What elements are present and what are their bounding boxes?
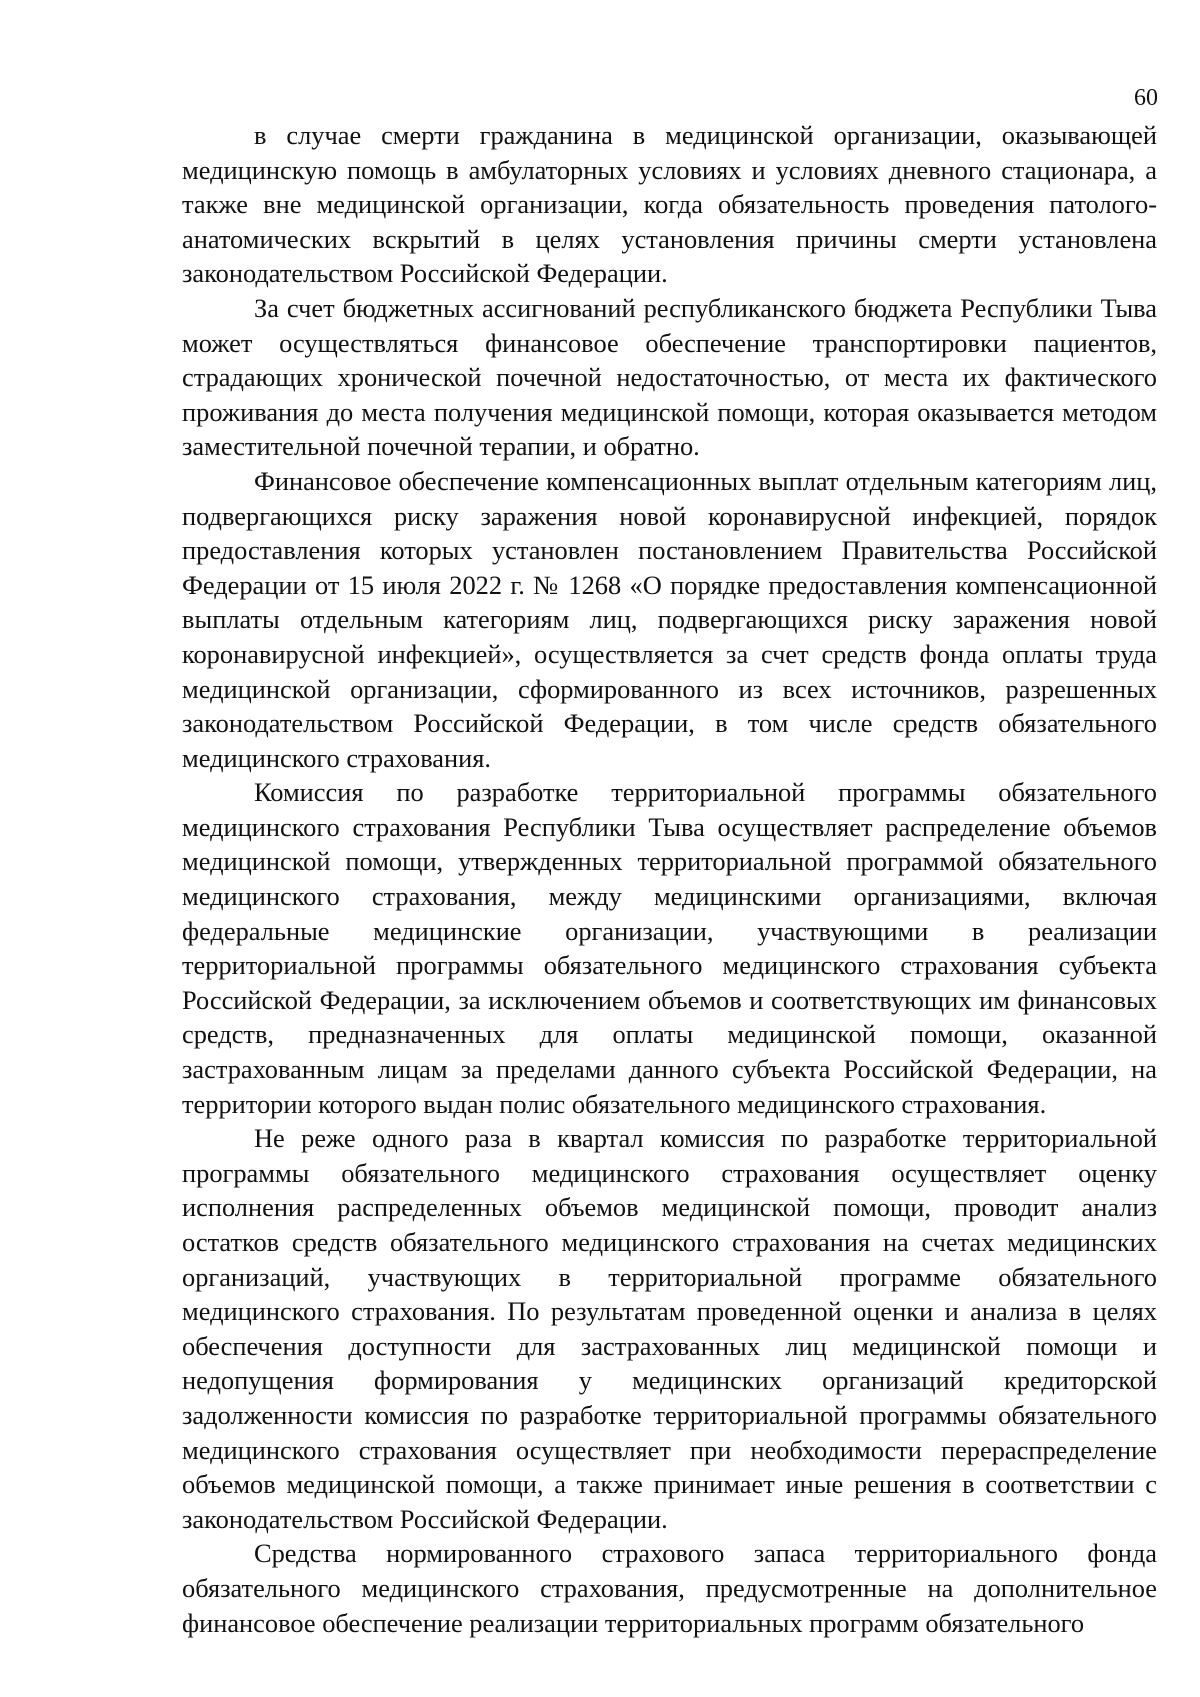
paragraph-commission-distribution: Комиссия по разработке территориальной программы обязательного медицинского страхования Республики Тыва осуществляет распределение объемов медицинской помощи, утвержденных территориальной программой обязательного медицинского страхования, между медицинскими организациями, включая федеральные медицинские организации, участвующими в реализации территориальной программы обязательного медицинского страхования субъекта Российской Федерации, за исключением объемов и соответствующих им финансовых средств, предназначенных для оплаты медицинской помощи, оказанной застрахованным лицам за пределами данного субъекта Российской Федерации, на территории которого выдан полис обязательного медицинского страхования. [182,777,1157,1119]
paragraph-dialysis-transport-funding: За счет бюджетных ассигнований республиканского бюджета Республики Тыва может осуществляться финансовое обеспечение транспортировки пациентов, страдающих хронической почечной недостаточностью, от места их фактического проживания до места получения медицинской помощи, которая оказывается методом заместительной почечной терапии, и обратно. [182,292,1157,462]
paragraph-death-in-medical-organization: в случае смерти гражданина в медицинской организации, оказывающей медицинскую помощь в амбулаторных условиях и условиях дневного стационара, а также вне медицинской организации, когда обязательность проведения патолого-анатомических вскрытий в целях установления причины смерти установлена законодательством Российской Федерации. [182,120,1157,289]
page-number: 60 [1134,85,1158,111]
paragraph-insurance-reserve: Средства нормированного страхового запаса территориального фонда обязательного медицинского страхования, предусмотренные на дополнительное финансовое обеспечение реализации территориальных программ обязательного [182,1538,1157,1638]
paragraph-covid-compensation: Финансовое обеспечение компенсационных выплат отдельным категориям лиц, подвергающихся риску заражения новой коронавирусной инфекцией, порядок предоставления которых установлен постановлением Правительства Российской Федерации от 15 июля 2022 г. № 1268 «О порядке предоставления компенсационной выплаты отдельным категориям лиц, подвергающихся риску заражения новой коронавирусной инфекцией», осуществляется за счет средств фонда оплаты труда медицинской организации, сформированного из всех источников, разрешенных законодательством Российской Федерации, в том числе средств обязательного медицинского страхования. [182,465,1157,773]
document-body [182,118,1157,1640]
paragraph-quarterly-assessment: Не реже одного раза в квартал комиссия по разработке территориальной программы обязательного медицинского страхования осуществляет оценку исполнения распределенных объемов медицинской помощи, проводит анализ остатков средств обязательного медицинского страхования на счетах медицинских организаций, участвующих в территориальной программе обязательного медицинского страхования. По результатам проведенной оценки и анализа в целях обеспечения доступности для застрахованных лиц медицинской помощи и недопущения формирования у медицинских организаций кредиторской задолженности комиссия по разработке территориальной программы обязательного медицинского страхования осуществляет при необходимости перераспределение объемов медицинской помощи, а также принимает иные решения в соответствии с законодательством Российской Федерации. [182,1123,1157,1534]
